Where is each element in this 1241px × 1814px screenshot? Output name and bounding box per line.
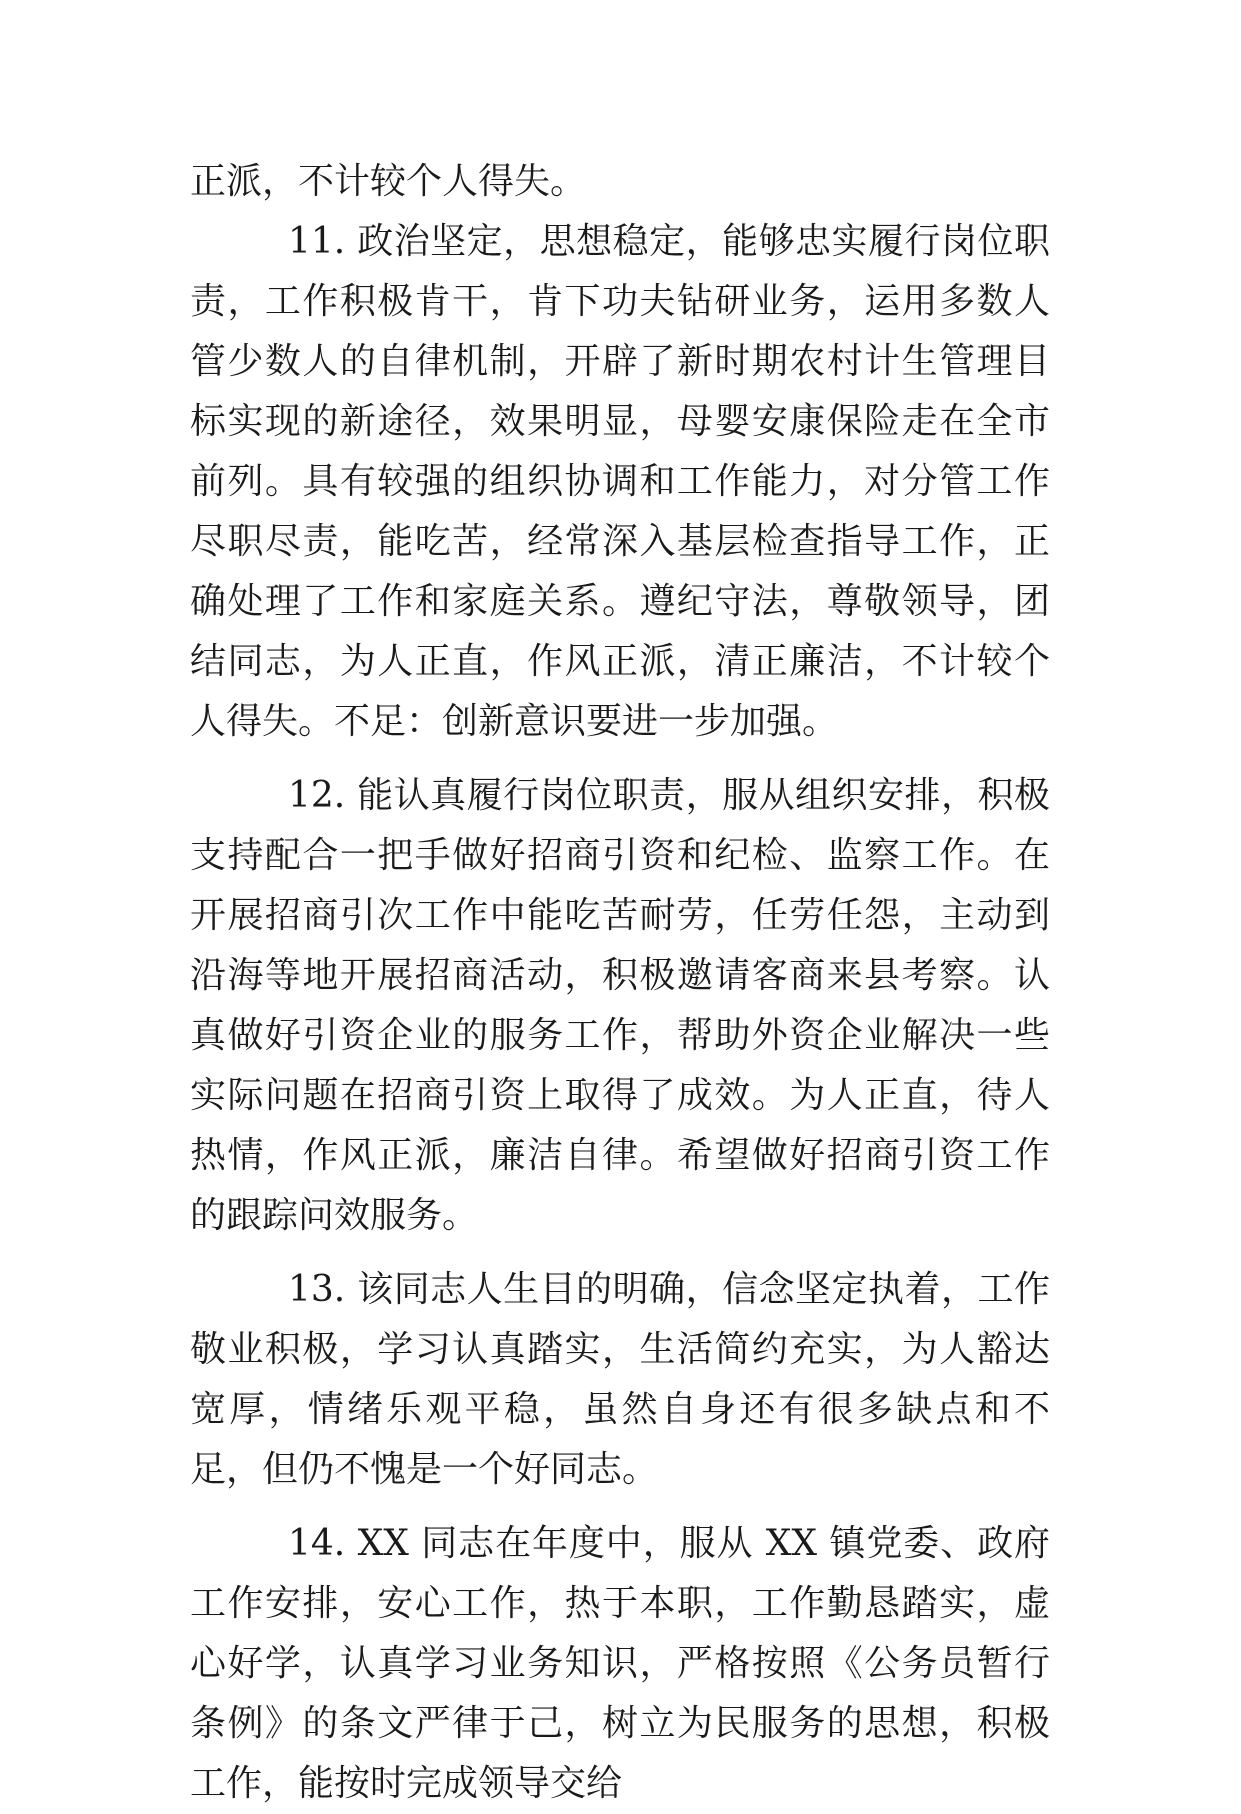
paragraph-14 (190, 1514, 1050, 1814)
paragraph-number: 11. (288, 221, 346, 262)
paragraph-continuation (190, 152, 1050, 212)
paragraph-number: 13. (288, 1269, 346, 1310)
paragraph-11 (190, 212, 1050, 752)
paragraph-text: 能认真履行岗位职责，服从组织安排，积极支持配合一把手做好招商引资和纪检、监察工作。在开展招商引次工作中能吃苦耐劳，任劳任怨，主动到沿海等地开展招商活动，积极邀请客商来县考察。认真做好引资企业的服务工作，帮助外资企业解决一些实际问题在招商引资上取得了成效。为人正直，待人热情，作风正派，廉洁自律。希望做好招商引资工作的跟踪问效服务。 (190, 775, 1050, 1236)
paragraph-number: 14. (288, 1523, 346, 1564)
paragraph-text: 该同志人生目的明确，信念坚定执着，工作敬业积极，学习认真踏实，生活简约充实，为人豁达宽厚，情绪乐观平稳，虽然自身还有很多缺点和不足，但仍不愧是一个好同志。 (190, 1269, 1050, 1490)
paragraph-text: 正派，不计较个人得失。 (190, 161, 587, 202)
paragraph-text: XX 同志在年度中，服从 XX 镇党委、政府工作安排，安心工作，热于本职，工作勤恳踏实，虚心好学，认真学习业务知识，严格按照《公务员暂行条例》的条文严律于己，树立为民服务的思想，积极工作，能按时完成领导交给 (190, 1523, 1050, 1804)
document-body (190, 152, 1050, 1814)
paragraph-text: 政治坚定，思想稳定，能够忠实履行岗位职责，工作积极肯干，肯下功夫钻研业务，运用多数人管少数人的自律机制，开辟了新时期农村计生管理目标实现的新途径，效果明显，母婴安康保险走在全市前列。具有较强的组织协调和工作能力，对分管工作尽职尽责，能吃苦，经常深入基层检查指导工作，正确处理了工作和家庭关系。遵纪守法，尊敬领导，团结同志，为人正直，作风正派，清正廉洁，不计较个人得失。不足：创新意识要进一步加强。 (190, 221, 1050, 742)
paragraph-13 (190, 1260, 1050, 1500)
paragraph-12 (190, 766, 1050, 1246)
paragraph-number: 12. (288, 775, 346, 816)
